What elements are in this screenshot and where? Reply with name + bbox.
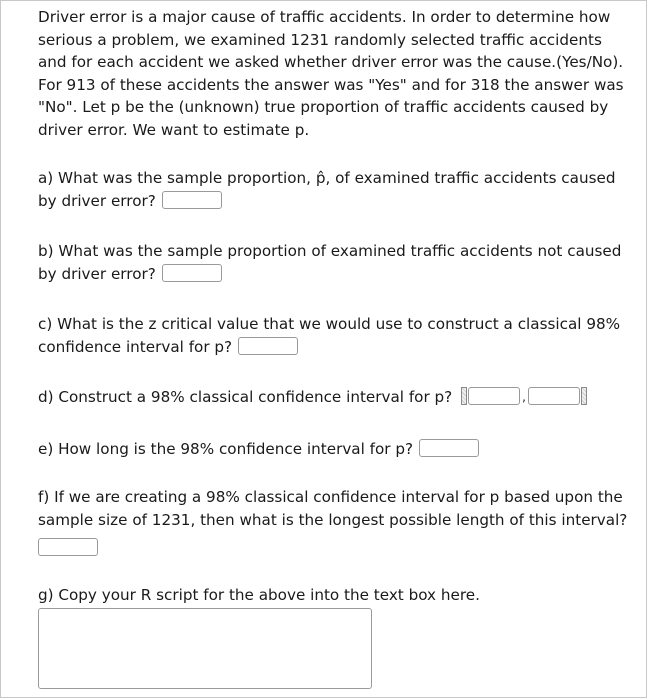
question-b — [38, 240, 642, 286]
answer-b-input[interactable] — [162, 264, 222, 282]
answer-f-input[interactable] — [38, 538, 98, 556]
interval-comma: , — [522, 389, 526, 404]
interval-lower-input[interactable] — [468, 387, 520, 405]
question-c — [38, 313, 642, 359]
question-b-text: by driver error? — [38, 264, 156, 283]
question-c-text: c) What is the z critical value that we would use to construct a classical 98% — [38, 314, 621, 333]
answer-f-wrapper — [38, 538, 642, 558]
intro-line: serious a problem, we examined 1231 randomly selected traffic accidents — [38, 30, 602, 49]
intro-line: and for each accident we asked whether driver error was the cause.(Yes/No). — [38, 53, 624, 72]
intro-line: For 913 of these accidents the answer was "Yes" and for 318 the answer was — [38, 75, 624, 94]
question-a-text: by driver error? — [38, 191, 156, 210]
problem-intro — [38, 6, 642, 142]
answer-a-input[interactable] — [162, 191, 222, 209]
answer-e-input[interactable] — [419, 439, 479, 457]
question-c-text: confidence interval for p? — [38, 337, 233, 356]
question-a-text: a) What was the sample proportion, p̂, of examined traffic accidents caused — [38, 168, 616, 187]
question-a — [38, 167, 642, 213]
question-b-text: b) What was the sample proportion of examined traffic accidents not caused — [38, 241, 622, 260]
question-f-text: f) If we are creating a 98% classical confidence interval for p based upon the — [38, 487, 623, 506]
interval-open-bracket — [461, 387, 467, 405]
question-g-text: g) Copy your R script for the above into the text box here. — [38, 586, 480, 605]
interval-upper-input[interactable] — [528, 387, 580, 405]
question-g — [38, 584, 642, 607]
question-e — [38, 438, 642, 461]
answer-c-input[interactable] — [238, 337, 298, 355]
interval-close-bracket — [581, 387, 587, 405]
question-content — [38, 6, 642, 607]
question-f-text: sample size of 1231, then what is the longest possible length of this interval? — [38, 510, 628, 529]
question-e-text: e) How long is the 98% confidence interval for p? — [38, 439, 414, 458]
question-d-text: d) Construct a 98% classical confidence interval for p? — [38, 387, 453, 406]
intro-line: Driver error is a major cause of traffic accidents. In order to determine how — [38, 8, 611, 26]
intro-line: "No". Let p be the (unknown) true proportion of traffic accidents caused by — [38, 98, 609, 117]
intro-line: driver error. We want to estimate p. — [38, 120, 310, 139]
question-d — [38, 386, 642, 409]
question-f — [38, 486, 642, 532]
r-script-textarea[interactable] — [38, 608, 372, 689]
